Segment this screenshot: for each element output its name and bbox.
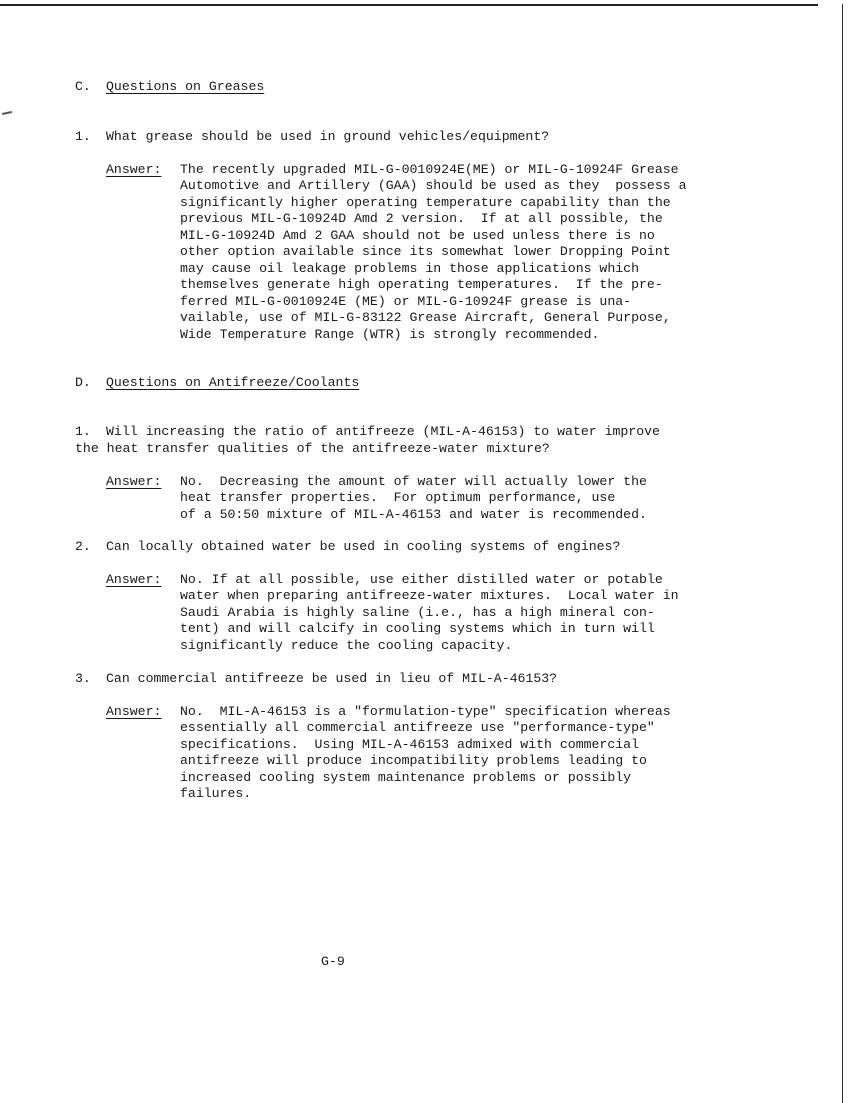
answer-line: other option available since its somewhat lower Dropping Point	[180, 244, 671, 259]
answer-line: may cause oil leakage problems in those applications which	[180, 261, 639, 276]
right-border-line	[842, 4, 843, 1103]
answer-line: The recently upgraded MIL-G-0010924E(ME) or MIL-G-10924F Grease	[180, 162, 679, 177]
d-q3-question: Can commercial antifreeze be used in lieu of MIL-A-46153?	[106, 671, 558, 686]
answer-line: increased cooling system maintenance problems or possibly	[180, 770, 632, 785]
answer-line: No. MIL-A-46153 is a "formulation-type" specification whereas	[180, 704, 671, 719]
answer-line: failures.	[180, 786, 252, 801]
section-c-title: Questions on Greases	[106, 79, 265, 94]
answer-line: MIL-G-10924D Amd 2 GAA should not be used unless there is no	[180, 228, 655, 243]
answer-line: Automotive and Artillery (GAA) should be used as they possess a	[180, 178, 687, 193]
answer-line: Saudi Arabia is highly saline (i.e., has a high mineral con-	[180, 605, 655, 620]
d-q3-number: 3.	[75, 671, 91, 686]
answer-line: water when preparing antifreeze-water mixtures. Local water in	[180, 588, 679, 603]
answer-line: themselves generate high operating temperatures. If the pre-	[180, 277, 663, 292]
d-q2-question: Can locally obtained water be used in cooling systems of engines?	[106, 539, 621, 554]
answer-line: No. If at all possible, use either distilled water or potable	[180, 572, 663, 587]
answer-line: No. Decreasing the amount of water will actually lower the	[180, 474, 647, 489]
answer-line: heat transfer properties. For optimum performance, use	[180, 490, 616, 505]
section-d-letter: D.	[75, 375, 91, 390]
answer-line: significantly reduce the cooling capacity.	[180, 638, 513, 653]
d-q2-number: 2.	[75, 539, 91, 554]
answer-line: ferred MIL-G-0010924E (ME) or MIL-G-10924F grease is una-	[180, 294, 632, 309]
section-d-title: Questions on Antifreeze/Coolants	[106, 375, 360, 390]
answer-line: essentially all commercial antifreeze use "performance-type"	[180, 720, 655, 735]
c-q1-number: 1.	[75, 129, 91, 144]
d-q1-number: 1.	[75, 424, 91, 439]
margin-mark	[2, 111, 12, 115]
page-number: G-9	[321, 954, 345, 969]
section-c-letter: C.	[75, 79, 91, 94]
answer-line: specifications. Using MIL-A-46153 admixed with commercial	[180, 737, 639, 752]
c-q1-answer-label: Answer:	[106, 162, 162, 177]
answer-line: Wide Temperature Range (WTR) is strongly recommended.	[180, 327, 600, 342]
c-q1-question: What grease should be used in ground vehicles/equipment?	[106, 129, 550, 144]
answer-line: previous MIL-G-10924D Amd 2 version. If at all possible, the	[180, 211, 663, 226]
answer-line: tent) and will calcify in cooling systems which in turn will	[180, 621, 655, 636]
answer-line: of a 50:50 mixture of MIL-A-46153 and water is recommended.	[180, 507, 647, 522]
d-q1-answer-label: Answer:	[106, 474, 162, 489]
d-q3-answer-label: Answer:	[106, 704, 162, 719]
d-q1-question-line: Will increasing the ratio of antifreeze (MIL-A-46153) to water improve	[106, 424, 660, 439]
top-border-line	[0, 4, 818, 6]
d-q1-question-line: the heat transfer qualities of the antifreeze-water mixture?	[75, 441, 550, 456]
answer-line: vailable, use of MIL-G-83122 Grease Aircraft, General Purpose,	[180, 310, 671, 325]
d-q2-answer-label: Answer:	[106, 572, 162, 587]
answer-line: antifreeze will produce incompatibility problems leading to	[180, 753, 647, 768]
answer-line: significantly higher operating temperature capability than the	[180, 195, 671, 210]
